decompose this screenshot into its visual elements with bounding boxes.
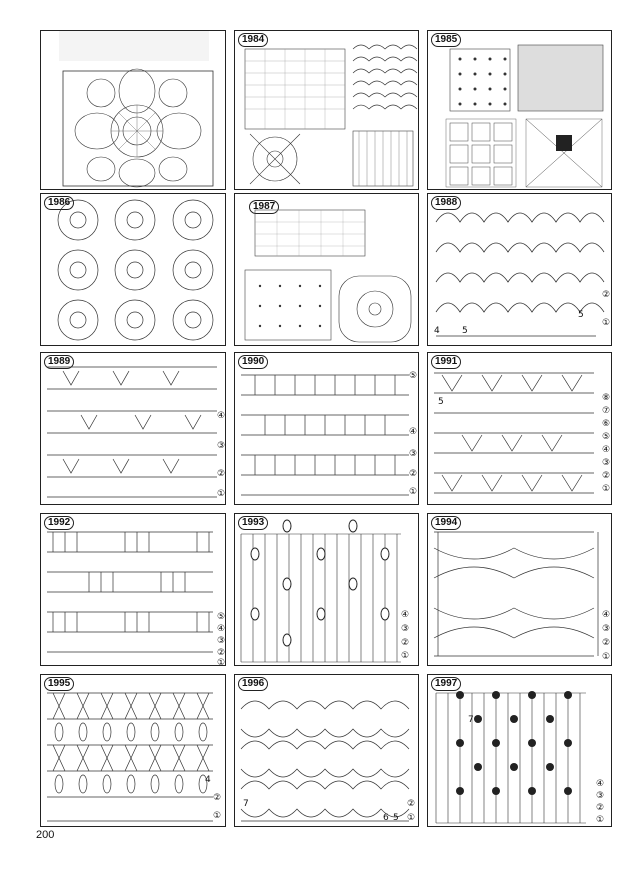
pattern-panel-1991 <box>427 352 612 505</box>
row-mark: ④ <box>602 610 611 620</box>
pattern-panel-1995 <box>40 674 226 827</box>
pattern-1984-diagram <box>235 31 419 190</box>
pattern-number: 1997 <box>431 677 461 691</box>
row-mark: ② <box>401 638 410 648</box>
row-mark: ③ <box>401 624 410 634</box>
row-mark: 7 <box>243 799 249 809</box>
row-mark: 5 <box>393 813 399 823</box>
row-mark: ① <box>602 484 611 494</box>
pattern-1989-diagram <box>41 353 226 505</box>
row-mark: ④ <box>217 624 226 634</box>
pattern-panel-1989 <box>40 352 226 505</box>
row-mark: 7 <box>468 715 474 725</box>
row-mark: ② <box>602 638 611 648</box>
pattern-panel-1990 <box>234 352 419 505</box>
pattern-1993-diagram <box>235 514 419 666</box>
row-mark: ① <box>602 652 611 662</box>
pattern-panel-1997 <box>427 674 612 827</box>
pattern-number: 1990 <box>238 355 268 369</box>
row-mark: ④ <box>596 779 605 789</box>
row-mark: ③ <box>602 458 611 468</box>
pattern-number: 1993 <box>238 516 268 530</box>
row-mark: ⑤ <box>409 371 418 381</box>
pattern-number: 1987 <box>249 200 279 214</box>
row-mark: ① <box>602 318 611 328</box>
pattern-number: 1986 <box>44 196 74 210</box>
row-mark: ② <box>407 799 416 809</box>
row-mark: ① <box>409 487 418 497</box>
pattern-1988-diagram <box>428 194 612 346</box>
pattern-number: 1989 <box>44 355 74 369</box>
row-mark: ④ <box>401 610 410 620</box>
row-mark: ① <box>217 489 226 499</box>
pattern-panel-1986 <box>40 193 226 346</box>
row-mark: ③ <box>596 791 605 801</box>
row-mark: ④ <box>602 445 611 455</box>
row-mark: 5 <box>462 326 468 336</box>
row-mark: ② <box>409 469 418 479</box>
row-mark: ⑦ <box>602 406 611 416</box>
row-mark: 4 <box>434 326 440 336</box>
pattern-number: 1988 <box>431 196 461 210</box>
row-mark: ① <box>596 815 605 825</box>
page-number: 200 <box>36 829 55 841</box>
pattern-1987-diagram <box>235 194 419 346</box>
pattern-1992-diagram <box>41 514 226 666</box>
row-mark: ② <box>602 471 611 481</box>
row-mark: 5 <box>578 310 584 320</box>
pattern-1990-diagram <box>235 353 419 505</box>
pattern-number: 1985 <box>431 33 461 47</box>
row-mark: ② <box>596 803 605 813</box>
pattern-1991-diagram <box>428 353 612 505</box>
row-mark: ⑤ <box>217 612 226 622</box>
pattern-panel-1992 <box>40 513 226 666</box>
pattern-panel-1994 <box>427 513 612 666</box>
row-mark: ② <box>217 469 226 479</box>
pattern-panel-1985 <box>427 30 612 190</box>
pattern-number: 1992 <box>44 516 74 530</box>
pattern-1986-diagram <box>41 194 226 346</box>
pattern-1996-diagram <box>235 675 419 827</box>
row-mark: ② <box>217 648 226 658</box>
row-mark: ① <box>217 658 226 666</box>
pattern-panel-top-left <box>40 30 226 190</box>
row-mark: ⑥ <box>602 419 611 429</box>
pattern-panel-1996 <box>234 674 419 827</box>
row-mark: ② <box>213 793 222 803</box>
row-mark: 6 <box>383 813 389 823</box>
row-mark: ⑧ <box>602 393 611 403</box>
pattern-1997-diagram <box>428 675 612 827</box>
row-mark: ① <box>213 811 222 821</box>
row-mark: ① <box>407 813 416 823</box>
pattern-number: 1984 <box>238 33 268 47</box>
row-mark: ③ <box>409 449 418 459</box>
row-mark: ② <box>602 290 611 300</box>
row-mark: ③ <box>217 441 226 451</box>
pattern-panel-1993 <box>234 513 419 666</box>
pattern-panel-1984 <box>234 30 419 190</box>
pattern-number: 1995 <box>44 677 74 691</box>
row-mark: ④ <box>409 427 418 437</box>
row-mark: 5 <box>438 397 444 407</box>
pattern-number: 1991 <box>431 355 461 369</box>
pattern-number: 1994 <box>431 516 461 530</box>
pattern-1995-diagram <box>41 675 226 827</box>
row-mark: 4 <box>205 775 211 785</box>
pattern-1994-diagram <box>428 514 612 666</box>
row-mark: ④ <box>217 411 226 421</box>
pattern-panel-1987 <box>234 193 419 346</box>
row-mark: ⑤ <box>602 432 611 442</box>
pattern-1985-diagram <box>428 31 612 190</box>
row-mark: ③ <box>217 636 226 646</box>
row-mark: ③ <box>602 624 611 634</box>
row-mark: ① <box>401 651 410 661</box>
pattern-number: 1996 <box>238 677 268 691</box>
pattern-panel-1988 <box>427 193 612 346</box>
